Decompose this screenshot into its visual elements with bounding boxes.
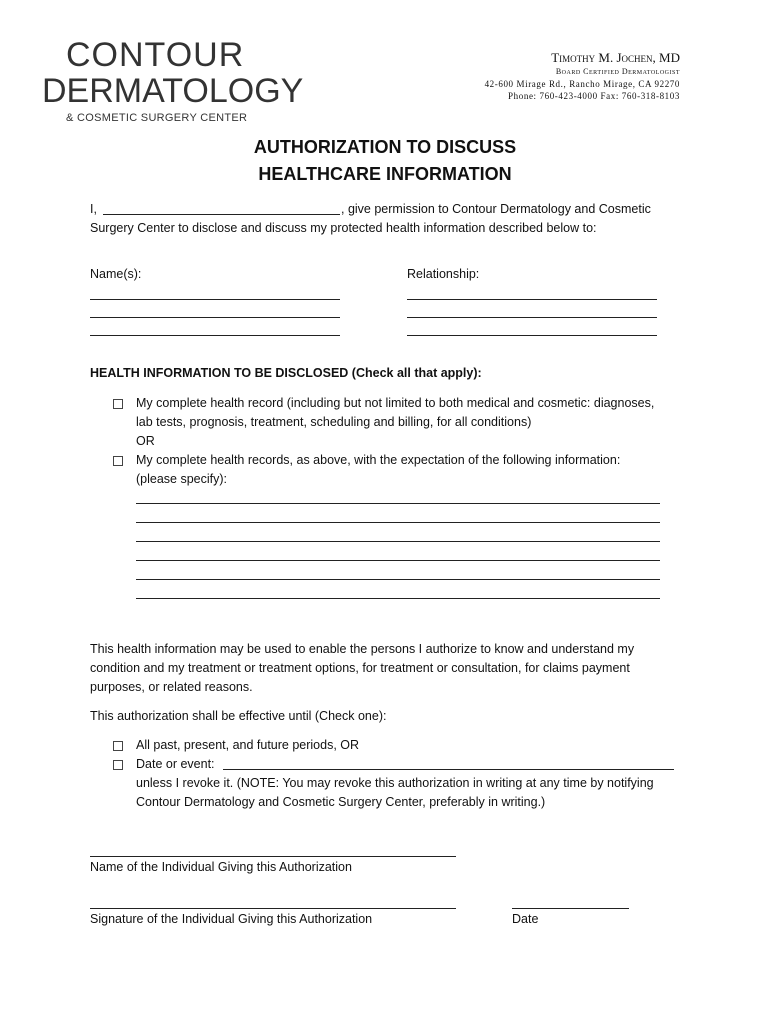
logo-contour: CONTOUR: [66, 36, 245, 74]
intro-line1: , give permission to Contour Dermatology and Cosmetic: [341, 202, 651, 216]
relationship-field-2[interactable]: [407, 317, 657, 318]
intro-prefix: I,: [90, 202, 97, 216]
option-exception-line2: (please specify):: [136, 472, 228, 486]
exception-field-4[interactable]: [136, 560, 660, 561]
signature-field[interactable]: [90, 908, 456, 909]
effective-label: This authorization shall be effective until (Check one):: [90, 709, 387, 723]
logo-dermatology: DERMATOLOGY: [42, 72, 304, 110]
name-field-2[interactable]: [90, 317, 340, 318]
exception-field-2[interactable]: [136, 522, 660, 523]
purpose-line2: condition and my treatment or treatment options, for treatment or consultation, for claims payment: [90, 661, 630, 675]
effective-option-all-periods: All past, present, and future periods, OR: [136, 738, 360, 752]
doctor-title: Board Certified Dermatologist: [555, 67, 680, 76]
individual-name-field[interactable]: [90, 856, 456, 857]
date-field[interactable]: [512, 908, 629, 909]
exception-field-1[interactable]: [136, 503, 660, 504]
name-field-1[interactable]: [90, 299, 340, 300]
option-complete-record-line2: lab tests, prognosis, treatment, scheduling and billing, for all conditions): [136, 415, 532, 429]
revoke-note-line1: unless I revoke it. (NOTE: You may revoke this authorization in writing at any time by notifying: [136, 776, 654, 790]
health-info-heading: HEALTH INFORMATION TO BE DISCLOSED (Check all that apply):: [90, 366, 482, 380]
option-complete-record-line1: My complete health record (including but not limited to both medical and cosmetic: diagnoses,: [136, 396, 655, 410]
doctor-phone: Phone: 760-423-4000 Fax: 760-318-8103: [508, 91, 680, 101]
doctor-name: Timothy M. Jochen, MD: [551, 50, 680, 65]
checkbox-complete-record[interactable]: [113, 399, 123, 409]
individual-name-label: Name of the Individual Giving this Authorization: [90, 860, 352, 874]
date-label: Date: [512, 912, 539, 926]
exception-field-3[interactable]: [136, 541, 660, 542]
name-field-3[interactable]: [90, 335, 340, 336]
exception-field-5[interactable]: [136, 579, 660, 580]
exception-field-6[interactable]: [136, 598, 660, 599]
checkbox-all-periods[interactable]: [113, 741, 123, 751]
form-title: [0, 134, 770, 188]
names-label: Name(s):: [90, 267, 142, 281]
revoke-note-line2: Contour Dermatology and Cosmetic Surgery Center, preferably in writing.): [136, 795, 546, 809]
doctor-address: 42-600 Mirage Rd., Rancho Mirage, CA 92270: [484, 79, 680, 89]
relationship-label: Relationship:: [407, 267, 480, 281]
effective-option-date-event: Date or event:: [136, 757, 215, 771]
relationship-field-1[interactable]: [407, 299, 657, 300]
logo-subtitle: & COSMETIC SURGERY CENTER: [66, 112, 248, 124]
checkbox-date-event[interactable]: [113, 760, 123, 770]
purpose-line3: purposes, or related reasons.: [90, 680, 253, 694]
option-or: OR: [136, 434, 155, 448]
option-exception-line1: My complete health records, as above, with the expectation of the following information:: [136, 453, 621, 467]
date-event-field[interactable]: [223, 769, 674, 770]
relationship-field-3[interactable]: [407, 335, 657, 336]
purpose-line1: This health information may be used to enable the persons I authorize to know and understand my: [90, 642, 635, 656]
checkbox-records-with-exception[interactable]: [113, 456, 123, 466]
form-title-line2: HEALTHCARE INFORMATION: [258, 164, 512, 184]
form-title-line1: AUTHORIZATION TO DISCUSS: [253, 137, 517, 157]
signature-label: Signature of the Individual Giving this Authorization: [90, 912, 373, 926]
intro-line2: Surgery Center to disclose and discuss my protected health information described below to:: [90, 221, 597, 235]
patient-name-field[interactable]: [103, 214, 340, 215]
